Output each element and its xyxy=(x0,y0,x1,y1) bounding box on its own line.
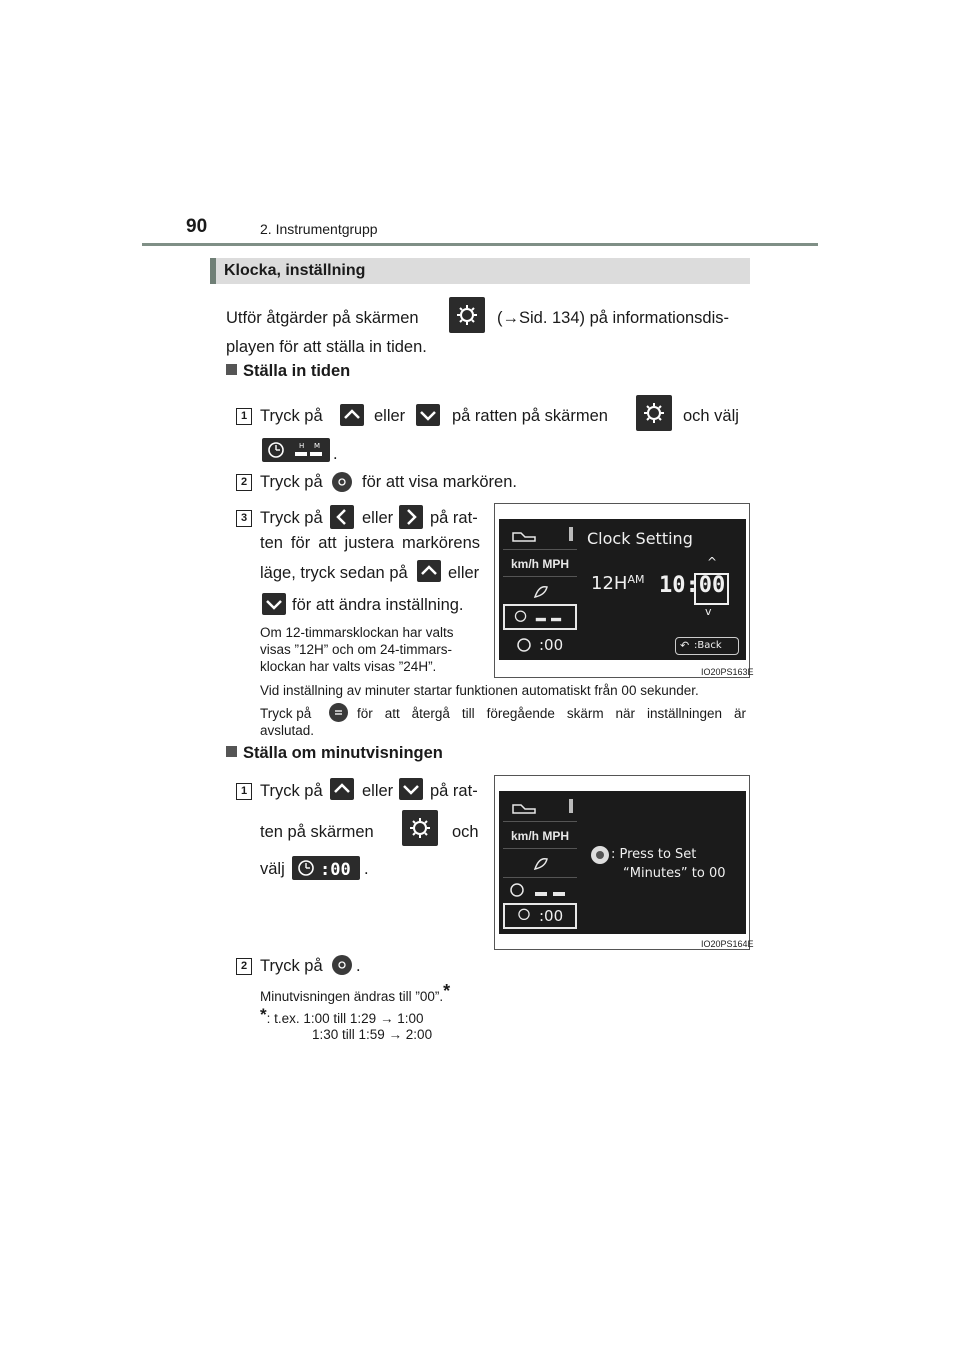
up-arrow-icon xyxy=(340,404,364,426)
sidebar-car-icon xyxy=(503,523,577,550)
reset-step1-line2a: ten på skärmen xyxy=(260,823,374,841)
sidebar-eco-icon xyxy=(503,579,577,606)
subheading-text: Ställa in tiden xyxy=(243,362,351,380)
screen-line2: “Minutes” to 00 xyxy=(623,866,726,881)
footnote-1 xyxy=(260,1007,423,1026)
sidebar-units: km/h MPH xyxy=(503,551,577,577)
step1-end: . xyxy=(333,445,338,463)
note-back-b: för att återgå till föregående skärm när inställningen är xyxy=(357,706,746,721)
screen-mode xyxy=(591,573,644,594)
left-arrow-icon xyxy=(330,505,354,529)
step2-text-b: för att visa markören. xyxy=(362,473,517,491)
step3-text-c: på rat- xyxy=(430,509,478,527)
up-arrow-icon xyxy=(330,778,354,800)
intro-text-2: (→Sid. 134) på informationsdis- xyxy=(497,309,730,327)
down-arrow-icon xyxy=(262,593,286,615)
enter-knob-icon xyxy=(332,955,352,975)
reset-step1-line3b: . xyxy=(364,860,369,878)
reset-note-text: Minutvisningen ändras till ”00”. xyxy=(260,989,444,1004)
step-number: 3 xyxy=(236,510,252,527)
sidebar-eco-icon xyxy=(503,851,577,878)
clock-format-icon xyxy=(262,438,330,462)
subheading-text: Ställa om minutvisningen xyxy=(243,744,443,762)
up-arrow-icon xyxy=(417,560,441,582)
subheading-reset-minutes xyxy=(226,744,443,763)
asterisk-mark: * xyxy=(260,1005,267,1024)
screen-up-chevron-icon: ^ xyxy=(707,555,718,569)
back-knob-icon xyxy=(329,703,348,722)
reset-step1-c: på rat- xyxy=(430,782,478,800)
svg-text:M: M xyxy=(314,442,321,450)
press-to-set-screenshot xyxy=(494,775,754,950)
step-number: 1 xyxy=(236,408,252,425)
mode-text: 12H xyxy=(591,573,628,594)
down-arrow-icon xyxy=(399,778,423,800)
display-screen xyxy=(499,791,746,934)
section-header xyxy=(210,258,750,284)
asterisk-mark: * xyxy=(443,981,451,1001)
step1-text-d: och välj xyxy=(683,407,739,425)
sidebar-clock-format-icon xyxy=(503,877,577,904)
screen-time: 10:00 xyxy=(659,573,726,598)
step3-note2: visas ”12H” och om 24-timmars- xyxy=(260,642,453,657)
step3-line3a: läge, tryck sedan på xyxy=(260,564,408,582)
step3-text-b: eller xyxy=(362,509,394,527)
sidebar-clock-format-icon xyxy=(503,604,577,630)
down-arrow-icon xyxy=(416,404,440,426)
figure-code: IO20PS163E xyxy=(701,667,754,677)
step1-text-a: Tryck på xyxy=(260,407,323,425)
header-rule xyxy=(142,243,818,246)
clock-setting-screenshot xyxy=(494,503,754,678)
display-screen xyxy=(499,519,746,660)
bullet-square-icon xyxy=(226,746,237,757)
reset-step1-line2b: och xyxy=(452,823,479,841)
step3-note1: Om 12-timmarsklockan har valts xyxy=(260,625,454,640)
reset-step1-b: eller xyxy=(362,782,394,800)
sidebar-clock-minutes xyxy=(503,632,577,658)
step3-line3b: eller xyxy=(448,564,480,582)
step1-text-c: på ratten på skärmen xyxy=(452,407,608,425)
chapter-title: 2. Instrumentgrupp xyxy=(260,221,378,237)
footnote-2: 1:30 till 1:59 → 2:00 xyxy=(312,1027,433,1042)
bullet-square-icon xyxy=(226,364,237,375)
screen-line1: : Press to Set xyxy=(611,847,697,862)
right-arrow-icon xyxy=(399,505,423,529)
reset-step1-line3a: välj xyxy=(260,860,285,878)
step1-text-b: eller xyxy=(374,407,406,425)
svg-text:H: H xyxy=(299,442,305,450)
note-back-a: Tryck på xyxy=(260,706,312,721)
note-back-c: avslutad. xyxy=(260,723,315,738)
screen-back-button xyxy=(675,637,739,655)
step3-note3: klockan har valts visas ”24H”. xyxy=(260,659,437,674)
sidebar-car-icon xyxy=(503,795,577,822)
screen-knob-icon xyxy=(591,846,609,864)
sidebar-clock-text: :00 xyxy=(539,907,564,925)
back-arrow-icon: ↶ xyxy=(680,639,690,652)
page-number: 90 xyxy=(186,216,208,237)
intro-text-1: Utför åtgärder på skärmen xyxy=(226,309,419,327)
step-number: 2 xyxy=(236,474,252,491)
back-text: :Back xyxy=(694,640,722,651)
intro-text-3: playen för att ställa in tiden. xyxy=(226,338,427,356)
section-title: Klocka, inställning xyxy=(224,262,366,279)
svg-text::00: :00 xyxy=(320,860,351,880)
reset-step2-b: . xyxy=(356,957,361,975)
screen-down-chevron-icon: v xyxy=(705,605,712,618)
reset-note xyxy=(260,981,451,1004)
settings-gear-icon xyxy=(449,297,485,333)
step-number: 2 xyxy=(236,958,252,975)
clock-minutes-icon xyxy=(292,856,360,880)
note-minutes: Vid inställning av minuter startar funktionen automatiskt från 00 sekunder. xyxy=(260,683,699,698)
step-number: 1 xyxy=(236,783,252,800)
figure-code: IO20PS164E xyxy=(701,939,754,949)
step2-text-a: Tryck på xyxy=(260,473,323,491)
enter-knob-icon xyxy=(332,472,352,492)
subheading-set-time xyxy=(226,362,350,381)
ampm-text: AM xyxy=(627,573,645,586)
cursor-box xyxy=(694,573,729,605)
step3-line4: för att ändra inställning. xyxy=(292,596,464,614)
settings-gear-icon xyxy=(402,810,438,846)
step3-line2: ten för att justera markörens xyxy=(260,534,480,552)
screen-title: Clock Setting xyxy=(587,529,693,548)
sidebar-units: km/h MPH xyxy=(503,823,577,849)
reset-step2-a: Tryck på xyxy=(260,957,323,975)
reset-step1-a: Tryck på xyxy=(260,782,323,800)
footnote-1-text: : t.ex. 1:00 till 1:29 → 1:00 xyxy=(266,1011,424,1026)
settings-gear-icon xyxy=(636,395,672,431)
sidebar-clock-minutes xyxy=(503,903,577,929)
sidebar-clock-text: :00 xyxy=(539,636,564,654)
step3-text-a: Tryck på xyxy=(260,509,323,527)
